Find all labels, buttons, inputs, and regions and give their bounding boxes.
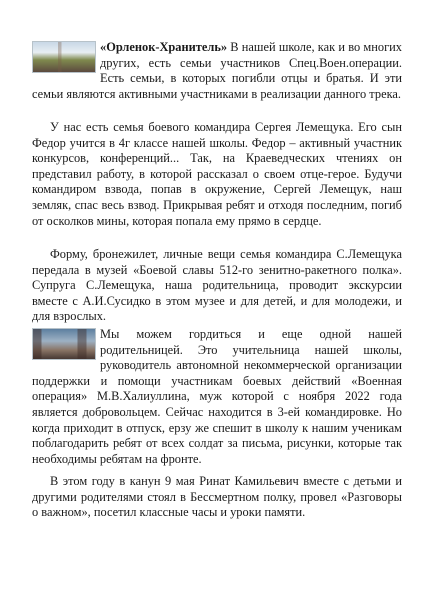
paragraph-2 — [32, 120, 402, 229]
paragraph-4 — [32, 327, 402, 467]
photo-thumbnail-1 — [32, 41, 96, 73]
paragraph-text: Форму, бронежилет, личные вещи семья командира С.Лемещука передала в музей «Боевой славы 512-го зенитно-ракетного полка». Супруга С.Лемещука, наша родительница, проводит экскурсии вместе с А.И.Сусидко в этом музее и для детей, и для молодежи, и для взрослых. — [32, 247, 402, 324]
intro-text: В нашей школе, как и во многих других, есть семьи участников Спец.Воен.операции. Есть семьи, в которых погибли отцы и братья. И эти семьи являются активными участниками в реализации данного трека. — [32, 40, 402, 101]
paragraph-4-text: Мы можем гордиться и еще одной нашей родительницей. Это учительница нашей школы, руководитель автономной некоммерческой организации поддержки и помощи участникам боевых действий «Военная операция» М.В.Халиуллина, муж которой с ноября 2022 года является добровольцем. Сейчас находится в 3-ей командировке. Но когда приходит в отпуск, ерзу же спешит в школу к нашим ученикам поблагодарить ребят от всех солдат за письма, рисунки, которые так необходимы ребятам на фронте. — [32, 327, 402, 466]
section-title: «Орленок-Хранитель» — [100, 40, 228, 54]
section-1 — [32, 40, 402, 102]
paragraph-text-with-photo — [32, 327, 402, 467]
intro-paragraph — [32, 40, 402, 102]
photo-thumbnail-2 — [32, 328, 96, 360]
paragraph-text: В этом году в канун 9 мая Ринат Камильевич вместе с детьми и другими родителями стоял в Бессмертном полку, провел «Разговоры о важном», посетил классные часы и уроки памяти. — [32, 474, 402, 520]
paragraph-3 — [32, 247, 402, 325]
paragraph-text: У нас есть семья боевого командира Сергея Лемещука. Его сын Федор учится в 4г классе нашей школы. Федор – активный участник конкурсов, конференций... Так, на Краеведческих чтениях он представил работу, в которой рассказал о своем отце-герое. Будучи командиром взвода, попав в окружение, Сергей Лемещук, наш земляк, спас весь взвод. Прикрывая ребят и отходя последним, погиб от осколков мины, которая попала ему прямо в сердце. — [32, 120, 402, 228]
paragraph-5 — [32, 474, 402, 521]
